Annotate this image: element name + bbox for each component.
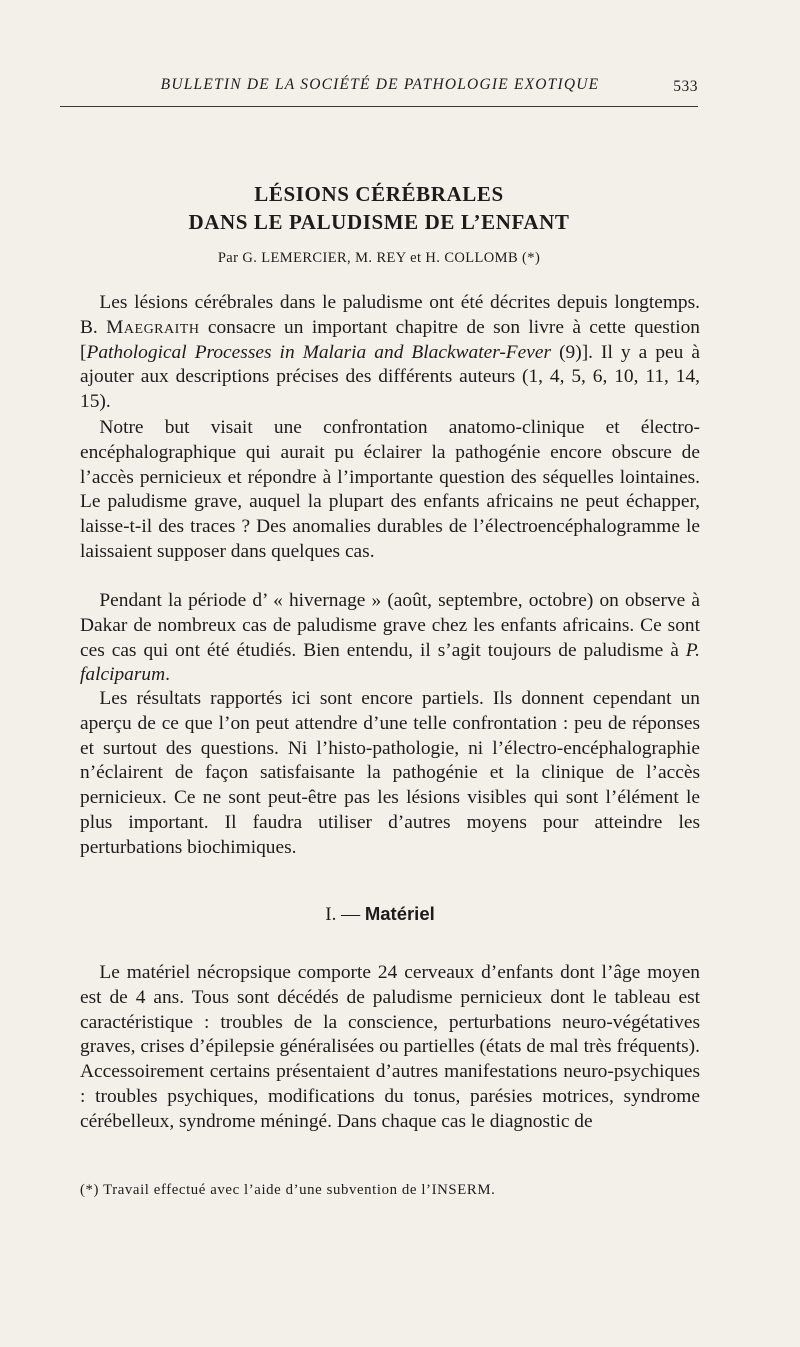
section-title: Matériel (364, 903, 435, 924)
cited-author-name: Maegraith (106, 316, 200, 338)
intro-paragraph-3 (80, 589, 700, 688)
article-title-line-2: DANS LE PALUDISME DE L’ENFANT (188, 210, 570, 234)
section1-p1-text: Le matériel nécropsique comporte 24 cerveaux d’enfants dont l’âge moyen est de 4 ans. Tous sont décédés de paludisme pernicieux dont le tableau est caractéristique : troubles de la conscience, perturbations neuro-végétatives graves, crises d’épilepsie généralisées ou partielles (états de mal très fréquents). Accessoirement certains présentaient d’autres manifestations neuro-psychiques : troubles psychiques, modifications du tonus, parésies motrices, syndrome cérébelleux, syndrome méningé. Dans chaque cas le diagnostic de (80, 962, 700, 1132)
intro-p3-text-b: . (165, 664, 170, 686)
cited-book-title: Pathological Processes in Malaria and Blackwater-Fever (86, 341, 552, 363)
article-authors: Par G. LEMERCIER, M. REY et H. COLLOMB (*) (217, 250, 541, 266)
running-head: BULLETIN DE LA SOCIÉTÉ DE PATHOLOGIE EXOTIQUE (160, 76, 600, 93)
intro-p4-text: Les résultats rapportés ici sont encore partiels. Ils donnent cependant un aperçu de ce que l’on peut attendre d’une telle confrontation : peu de réponses et surtout des questions. Ni l’histo-pathologie, ni l’électro-encéphalographie n’éclairent de façon satisfaisante la pathogénie et la clinique de l’accès pernicieux. Ce ne sont peut-être pas les lésions visibles qui sont l’élément le plus important. Il faudra utiliser d’autres moyens pour atteindre les perturbations biochimiques. (80, 688, 700, 858)
intro-paragraph-1 (80, 291, 700, 415)
section-number: I. — (325, 904, 361, 925)
intro-p2-text: Notre but visait une confrontation anatomo-clinique et électro-encéphalographique qui aurait pu éclairer la pathogénie encore obscure de l’accès pernicieux et répondre à l’importante question des séquelles lointaines. Le paludisme grave, auquel la plupart des enfants africains ne peut échapper, laisse-t-il des traces ? Des anomalies durables de l’électroencéphalogramme le laissaient supposer dans quelques cas. (80, 417, 700, 562)
header-rule (60, 106, 698, 107)
intro-p1-text-b: consacre un important chapitre de son livre à cette question [ (80, 316, 700, 363)
intro-p1-text-a: Les lésions cérébrales dans le paludisme ont été décrites depuis longtemps. B. (80, 292, 700, 338)
section-heading (60, 903, 700, 926)
section1-paragraph-1 (80, 961, 700, 1135)
intro-p3-text-a: Pendant la période d’ « hivernage » (août, septembre, octobre) on observe à Dakar de nombreux cas de paludisme grave chez les enfants africains. Ce sont ces cas qui ont été étudiés. Bien entendu, il s’agit toujours de paludisme à (80, 590, 700, 661)
intro-p1-text-c: (9)]. Il y a peu à ajouter aux descriptions précises des différents auteurs (1, 4, 5, 6, 10, 11, 14, 15). (80, 341, 700, 413)
footnote: (*) Travail effectué avec l’aide d’une subvention de l’INSERM. (80, 1182, 496, 1198)
intro-paragraph-4 (80, 687, 700, 861)
intro-paragraph-2 (80, 416, 700, 565)
parasite-species: P. falciparum (80, 639, 700, 686)
article-title-line-1: LÉSIONS CÉRÉBRALES (254, 182, 504, 206)
page-number: 533 (673, 78, 698, 95)
